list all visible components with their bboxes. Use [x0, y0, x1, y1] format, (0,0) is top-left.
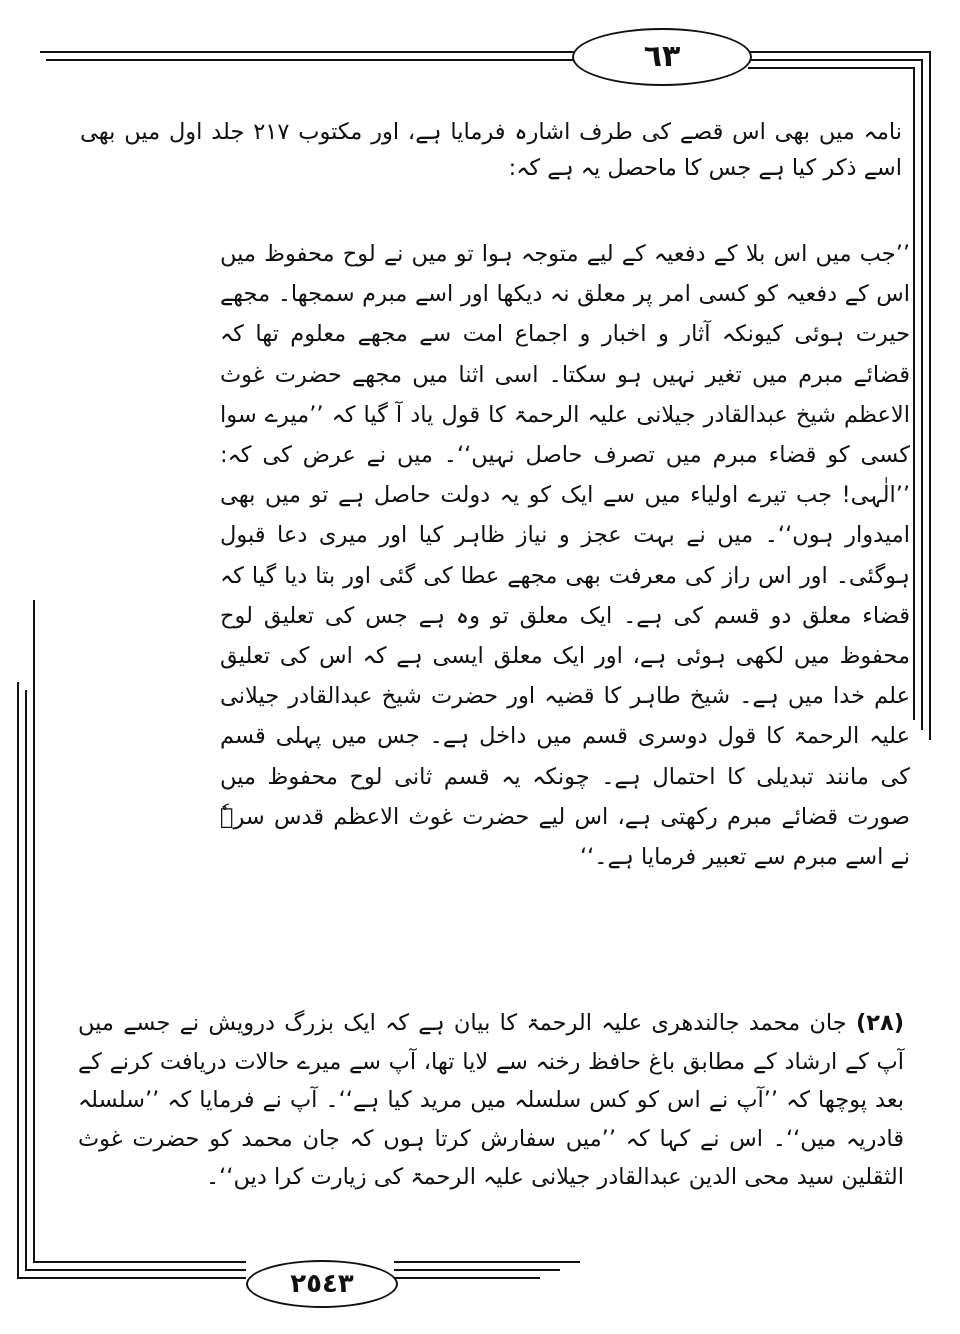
- intro-paragraph: نامہ میں بھی اس قصے کی طرف اشارہ فرمایا ہے، اور مکتوب ۲۱۷ جلد اول میں بھی اسے ذکر کیا ہے جس کا ماحصل یہ ہے کہ:: [80, 119, 902, 181]
- page-number-badge: ٦٣: [572, 28, 752, 86]
- numbered-paragraph: [78, 1004, 904, 1197]
- quoted-passage: ’’جب میں اس بلا کے دفعیہ کے لیے متوجہ ہوا تو میں نے لوح محفوظ میں اس کے دفعیہ کو کسی امر پر معلق نہ دیکھا اور اسے مبرم سمجھا۔ مجھے حیرت ہوئی کیونکہ آثار و اخبار و اجماع امت سے مجھے معلوم تھا کہ قضائے مبرم میں تغیر نہیں ہو سکتا۔ اسی اثنا میں مجھے حضرت غوث الاعظم شیخ عبدالقادر جیلانی علیہ الرحمۃ کا قول یاد آ گیا کہ ’’میرے سوا کسی کو قضاء مبرم میں تصرف حاصل نہیں‘‘۔ میں نے عرض کی کہ: ’’الٰہی! جب تیرے اولیاء میں سے ایک کو یہ دولت حاصل ہے تو میں بھی امیدوار ہوں‘‘۔ میں نے بہت عجز و نیاز ظاہر کیا اور میری دعا قبول ہوگئی۔ اور اس راز کی معرفت بھی مجھے عطا کی گئی اور بتا دیا گیا کہ قضاء معلق دو قسم کی ہے۔ ایک معلق تو وہ ہے جس کی تعلیق لوح محفوظ میں لکھی ہوئی ہے، اور ایک معلق ایسی ہے کہ اس کی تعلیق علم خدا میں ہے۔ شیخ طاہر کا قضیہ اور حضرت شیخ عبدالقادر جیلانی علیہ الرحمۃ کا قول دوسری قسم میں داخل ہے۔ جس میں پہلی قسم کی مانند تبدیلی کا احتمال ہے۔ چونکہ یہ قسم ثانی لوح محفوظ میں صورت قضائے مبرم رکھتی ہے، اس لیے حضرت غوث الاعظم قدس سرہٗ نے اسے مبرم سے تعبیر فرمایا ہے۔‘‘: [220, 241, 910, 871]
- footer-number-badge: ٢٥٤٣: [246, 1260, 398, 1308]
- paragraph-number: (۲۸): [855, 1010, 905, 1036]
- paragraph-text: جان محمد جالندھری علیہ الرحمۃ کا بیان ہے کہ ایک بزرگ درویش نے جسے میں آپ کے ارشاد کے مطابق باغ حافظ رخنہ سے لایا تھا، آپ سے میرے حالات دریافت کرنے کے بعد پوچھا کہ ’’آپ نے اس کو کس سلسلہ میں مرید کیا ہے‘‘۔ آپ نے فرمایا کہ ’’سلسلہ قادریہ میں‘‘۔ اس نے کہا کہ ’’میں سفارش کرتا ہوں کہ جان محمد کو حضرت غوث الثقلین سید محی الدین عبدالقادر جیلانی علیہ الرحمۃ کی زیارت کرا دیں‘‘۔: [78, 1010, 904, 1190]
